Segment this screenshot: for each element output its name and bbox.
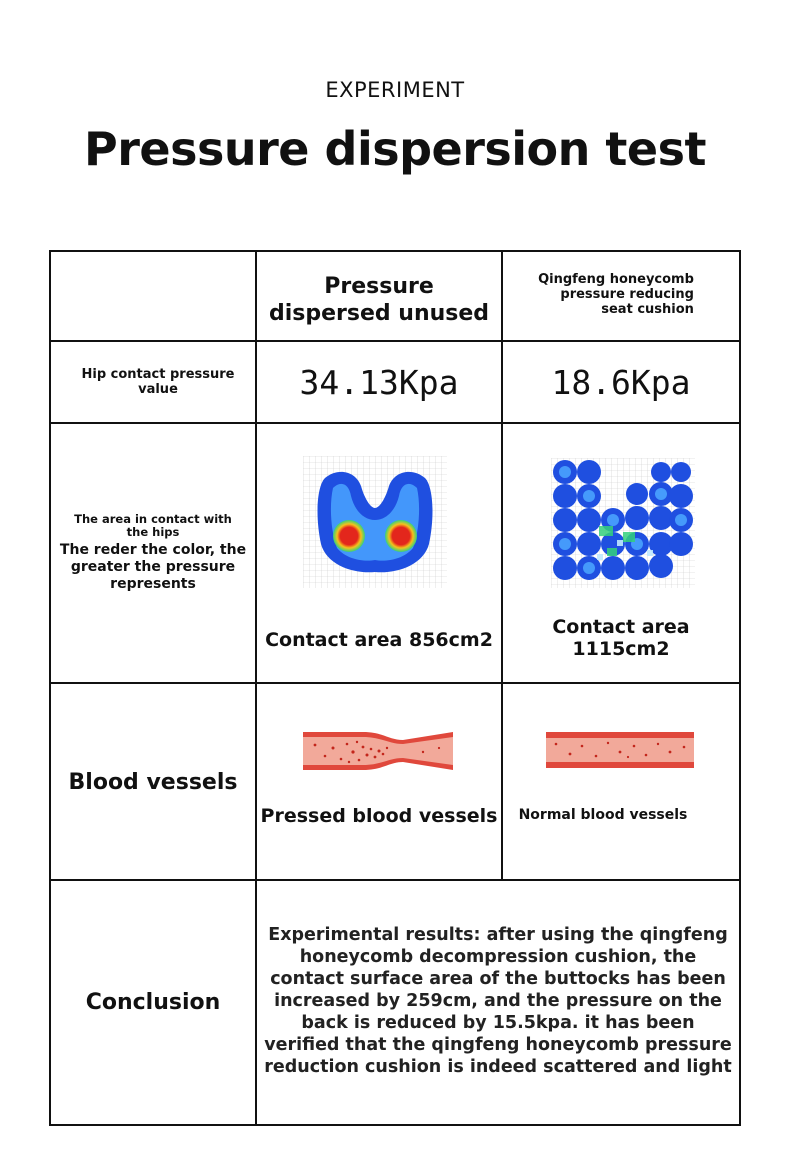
hip-pressure-label: Hip contact pressure value [81,367,235,397]
contact-area-note: The area in contact with [74,512,232,526]
vessel-pressed-graphic [303,730,453,774]
conclusion-line: honeycomb decompression cushion, the [299,946,697,967]
contact-area-note: represents [110,576,196,592]
conclusion-line: back is reduced by 15.5kpa. it has been [301,1012,695,1033]
header-cushion-line: pressure reducing [560,286,694,302]
vessel-normal-caption [503,802,703,828]
contact-area-unused [257,624,501,656]
row-label-blood-vessels [51,684,255,880]
pressure-map-cushion [551,458,695,588]
row-label-conclusion [51,881,255,1124]
contact-area-cushion [503,616,739,660]
pressure-map-unused-graphic [303,456,447,588]
header-cushion [503,252,739,340]
pressure-map-unused [303,456,447,588]
hip-pressure-cushion-text: 18.6Kpa [551,362,691,402]
comparison-table [49,250,741,1126]
pressure-hotspot-left [333,520,365,552]
vessel-pressed-caption [257,800,501,832]
row-label-contact-area [51,424,255,682]
vessel-normal-graphic [546,730,694,770]
contact-area-note: greater the pressure [70,559,236,575]
pressure-map-cushion-graphic [551,458,695,588]
page-title: Pressure dispersion test [84,122,706,176]
header-cushion-line: Qingfeng honeycomb [538,271,694,287]
conclusion-text [257,881,739,1124]
conclusion-line: reduction cushion is indeed scattered and light [264,1056,732,1077]
hip-pressure-cushion-value [503,342,739,422]
vessel-normal-text: Normal blood vessels [518,807,688,823]
conclusion-line: contact surface area of the buttocks has been [270,968,726,989]
hip-pressure-unused-text: 34.13Kpa [299,362,459,402]
contact-area-note: the hips [126,525,180,539]
contact-area-unused-text: Contact area 856cm2 [265,629,493,651]
conclusion-line: verified that the qingfeng honeycomb pressure [264,1034,732,1055]
hip-pressure-unused-value [257,342,501,422]
section-kicker: EXPERIMENT [325,78,465,102]
header-unused-line: dispersed unused [268,301,490,326]
vessel-normal-illustration [546,730,694,770]
contact-area-cushion-text: Contact area 1115cm2 [552,616,690,660]
pressure-hotspot-right [385,520,417,552]
conclusion-line: Experimental results: after using the qingfeng [268,924,728,945]
conclusion-label: Conclusion [85,990,221,1015]
blood-vessels-label: Blood vessels [68,769,238,795]
header-empty-cell [51,252,255,340]
conclusion-line: increased by 259cm, and the pressure on the [274,990,722,1011]
vessel-pressed-text: Pressed blood vessels [260,805,498,827]
header-unused [257,260,501,340]
vessel-pressed-illustration [303,730,453,774]
contact-area-note: The reder the color, the [59,542,247,558]
header-cushion-line: seat cushion [601,301,694,317]
header-unused-line: Pressure [324,274,434,299]
row-label-hip-pressure [51,342,255,422]
